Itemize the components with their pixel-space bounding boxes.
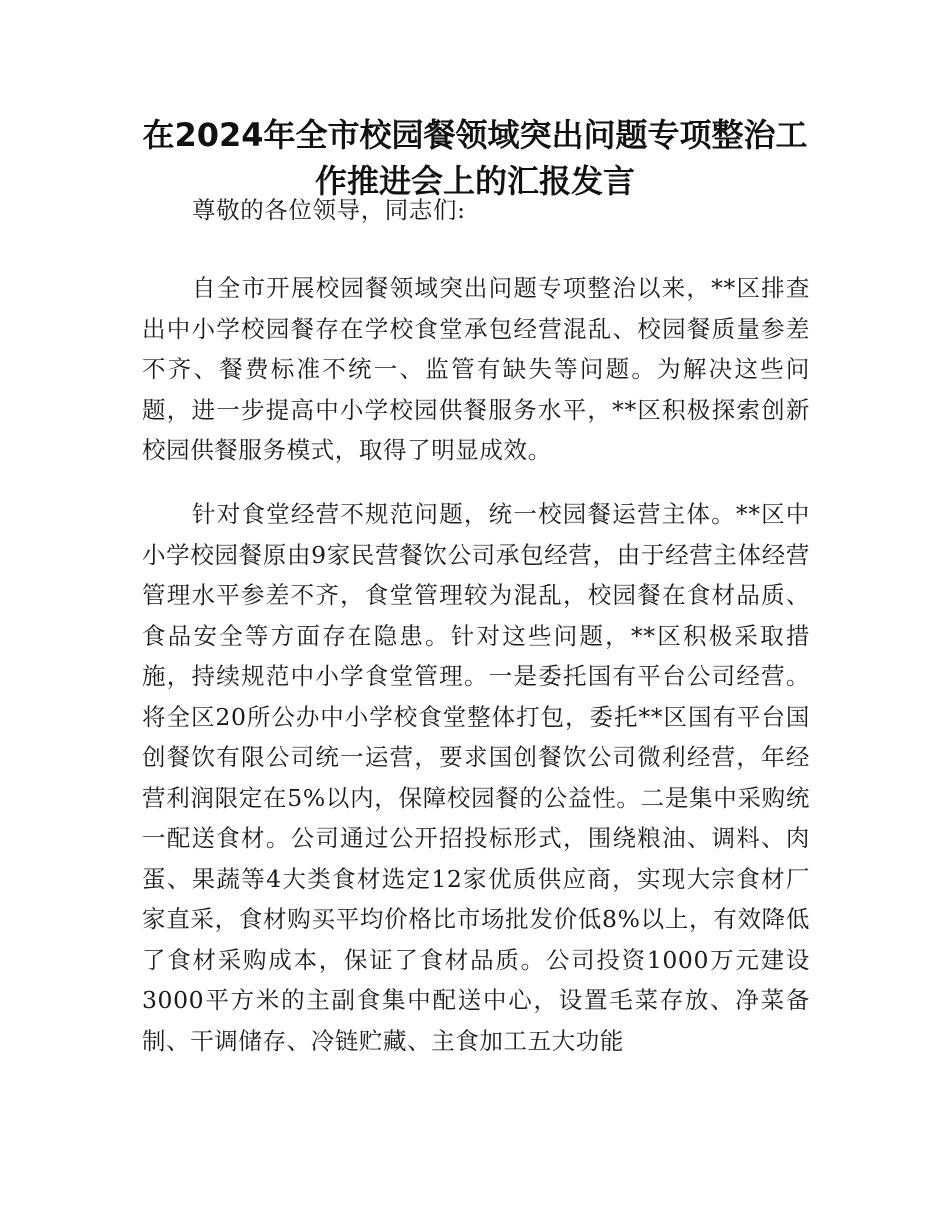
salutation: 尊敬的各位领导，同志们: bbox=[192, 196, 466, 224]
paragraph-block-2 bbox=[142, 494, 810, 1061]
document-title: 在2024年全市校园餐领域突出问题专项整治工作推进会上的汇报发言 bbox=[142, 116, 808, 200]
salutation-block bbox=[142, 190, 810, 231]
paragraph-block-1 bbox=[142, 268, 810, 471]
paragraph-2: 针对食堂经营不规范问题，统一校园餐运营主体。**区中小学校园餐原由9家民营餐饮公司承包经营，由于经营主体经营管理水平参差不齐，食堂管理较为混乱，校园餐在食材品质、食品安全等方面存在隐患。针对这些问题，**区积极采取措施，持续规范中小学食堂管理。一是委托国有平台公司经营。将全区20所公办中小学校食堂整体打包，委托**区国有平台国创餐饮有限公司统一运营，要求国创餐饮公司微利经营，年经营利润限定在5%以内，保障校园餐的公益性。二是集中采购统一配送食材。公司通过公开招投标形式，围绕粮油、调料、肉蛋、果蔬等4大类食材选定12家优质供应商，实现大宗食材厂家直采，食材购买平均价格比市场批发价低8%以上，有效降低了食材采购成本，保证了食材品质。公司投资1000万元建设3000平方米的主副食集中配送中心，设置毛菜存放、净菜备制、干调储存、冷链贮藏、主食加工五大功能 bbox=[142, 500, 810, 1055]
paragraph-1: 自全市开展校园餐领域突出问题专项整治以来，**区排查出中小学校园餐存在学校食堂承包经营混乱、校园餐质量参差不齐、餐费标准不统一、监管有缺失等问题。为解决这些问题，进一步提高中小学校园供餐服务水平，**区积极探索创新校园供餐服务模式，取得了明显成效。 bbox=[142, 274, 810, 464]
